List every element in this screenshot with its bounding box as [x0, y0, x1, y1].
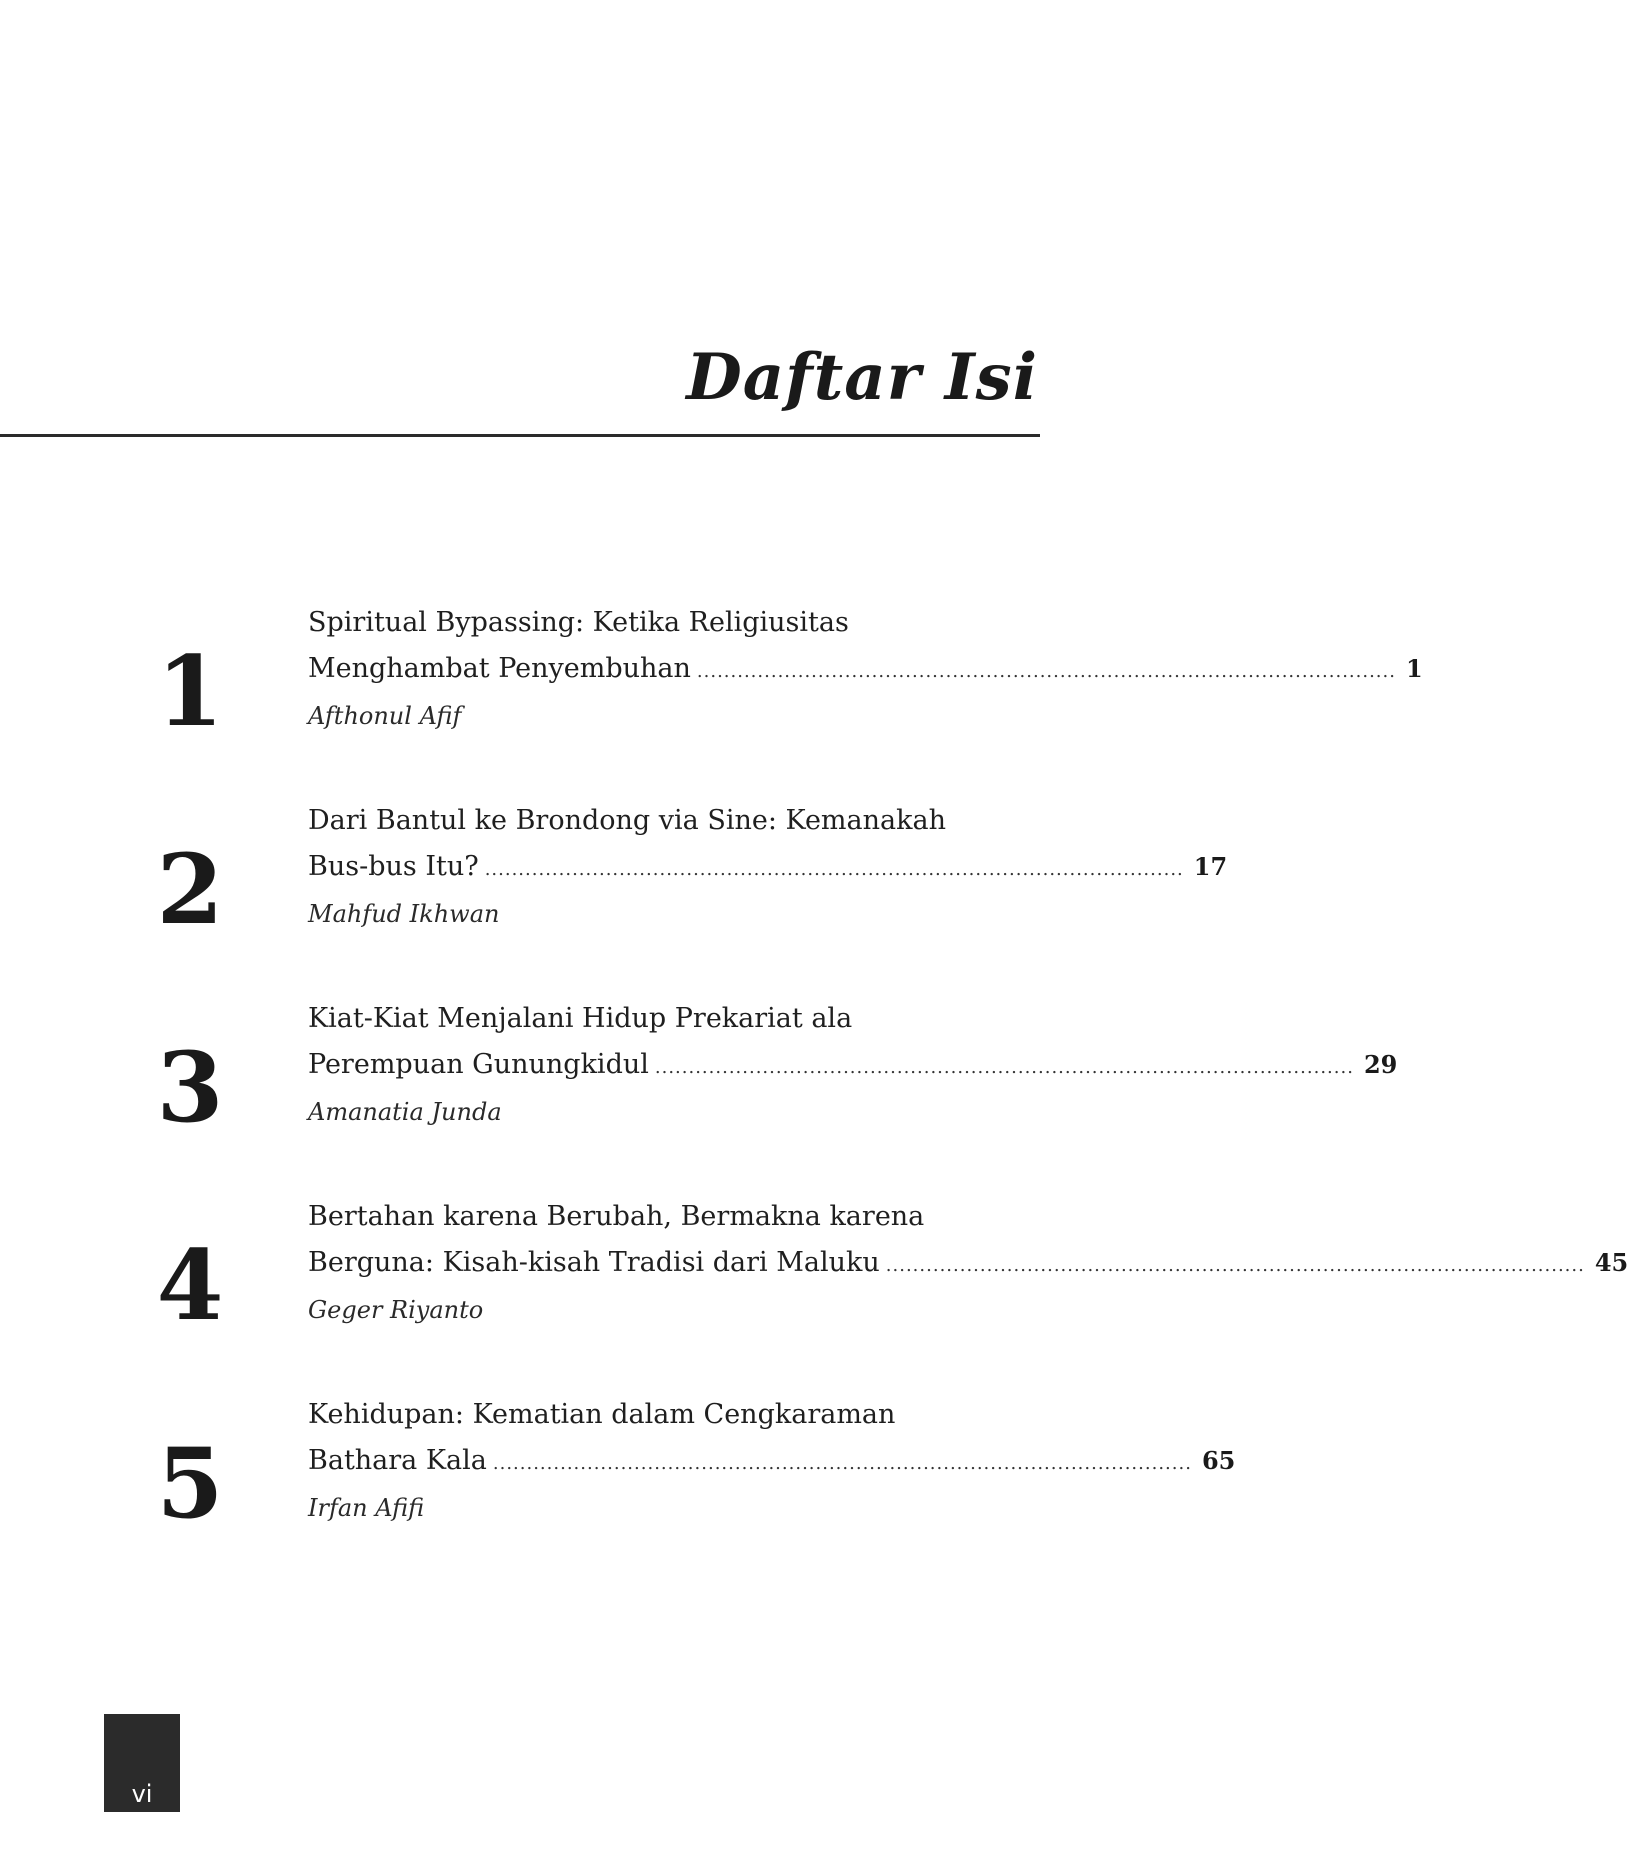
chapter-title-line-2 [308, 646, 1423, 692]
chapter-title-line-2-text: Menghambat Penyembuhan [308, 653, 691, 684]
chapter-title-line-2-text: Bus-bus Itu? [308, 851, 479, 882]
page-number: 45 [1594, 1248, 1629, 1277]
toc-entry-text [308, 1392, 1236, 1526]
toc-entry-text [308, 600, 1423, 734]
chapter-author: Irfan Afifi [308, 1494, 425, 1522]
toc-entry-text [308, 798, 1228, 932]
chapter-title-line-1: Bertahan karena Berubah, Bermakna karena [308, 1201, 925, 1232]
chapter-title-line-2 [308, 1438, 1236, 1484]
page-number: 29 [1363, 1050, 1398, 1079]
toc-entry-3[interactable] [0, 996, 1398, 1176]
toc-entry-2[interactable] [0, 798, 1228, 978]
dot-leader: ........................................................................................................ [484, 859, 1184, 880]
dot-leader: ........................................................................................................ [492, 1453, 1192, 1474]
chapter-number: 1 [156, 635, 224, 748]
dot-leader: ........................................................................................................ [696, 661, 1396, 682]
toc-entry-text [308, 996, 1398, 1130]
page-number: 65 [1201, 1446, 1236, 1475]
chapter-title-line-2 [308, 844, 1228, 890]
chapter-title-line-1: Kehidupan: Kematian dalam Cengkaraman [308, 1399, 896, 1430]
dot-leader: ........................................................................................................ [654, 1057, 1354, 1078]
toc-entry-5[interactable] [0, 1392, 1236, 1572]
chapter-title-line-2 [308, 1042, 1398, 1088]
chapter-title-line-1: Kiat-Kiat Menjalani Hidup Prekariat ala [308, 1003, 853, 1034]
page-folio: vi [104, 1714, 180, 1812]
chapter-number: 2 [156, 833, 224, 946]
toc-entry-4[interactable] [0, 1194, 1629, 1374]
chapter-title-line-2-text: Bathara Kala [308, 1445, 487, 1476]
toc-entry-text [308, 1194, 1629, 1328]
chapter-title-line-2-text: Berguna: Kisah-kisah Tradisi dari Maluku [308, 1247, 880, 1278]
chapter-author: Amanatia Junda [308, 1098, 502, 1126]
chapter-title-line-1: Spiritual Bypassing: Ketika Religiusitas [308, 607, 849, 638]
chapter-title-line-2-text: Perempuan Gunungkidul [308, 1049, 649, 1080]
chapter-author: Geger Riyanto [308, 1296, 484, 1324]
title-divider [0, 434, 1040, 437]
dot-leader: ........................................................................................................ [885, 1255, 1585, 1276]
chapter-author: Afthonul Afif [308, 702, 462, 730]
chapter-author: Mahfud Ikhwan [308, 900, 500, 928]
chapter-number: 5 [156, 1427, 224, 1540]
page-number: 1 [1405, 654, 1423, 683]
chapter-title-line-1: Dari Bantul ke Brondong via Sine: Kemanakah [308, 805, 946, 836]
chapter-title-line-2 [308, 1240, 1629, 1286]
page-title: Daftar Isi [686, 340, 1038, 415]
chapter-number: 3 [156, 1031, 224, 1144]
page-number: 17 [1193, 852, 1228, 881]
chapter-number: 4 [156, 1229, 224, 1342]
toc-entry-1[interactable] [0, 600, 1423, 780]
